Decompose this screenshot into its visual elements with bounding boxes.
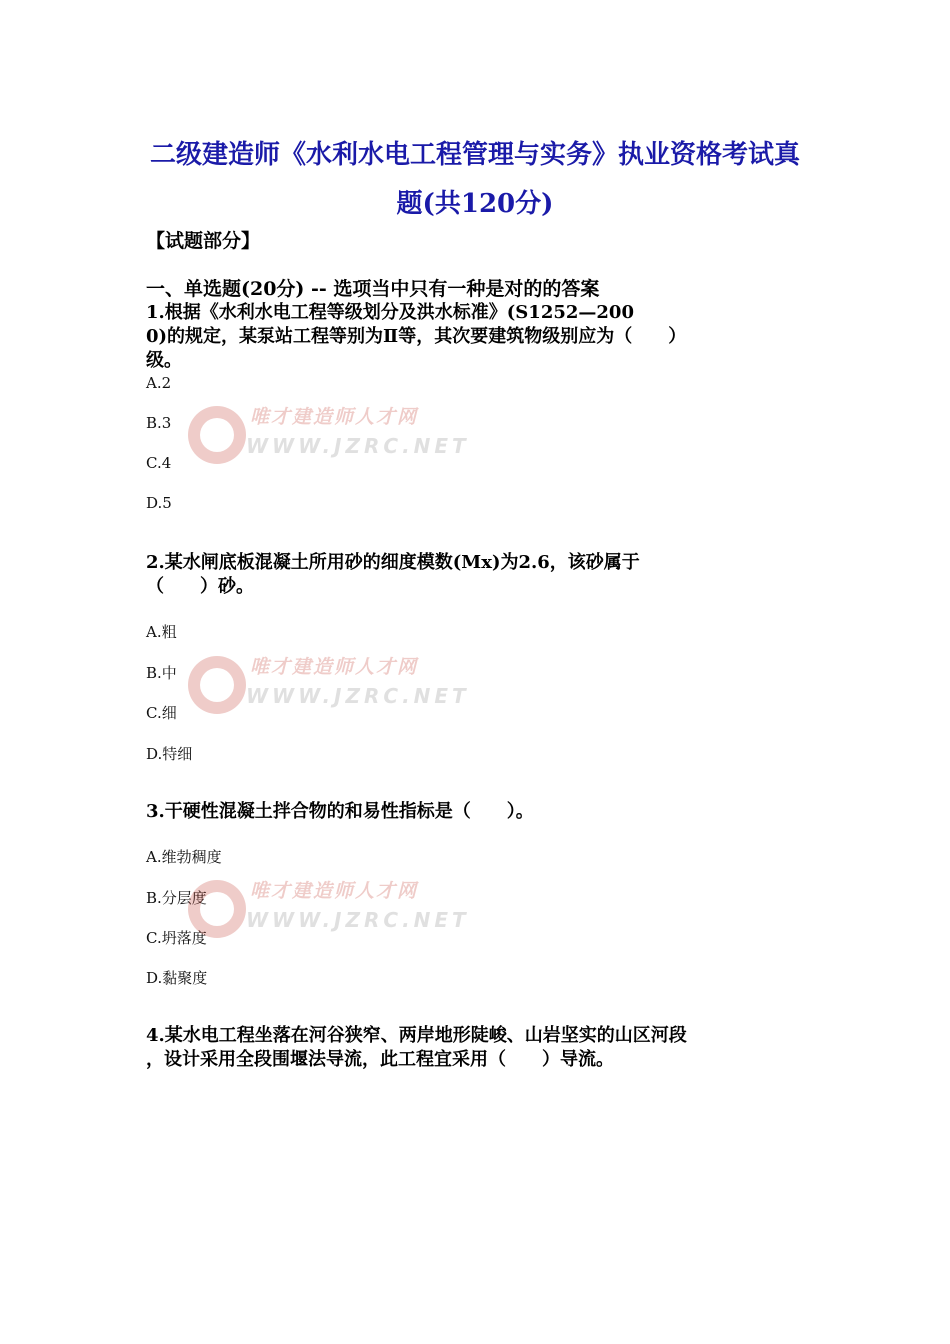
document-title-line2: 题(共120分)	[396, 189, 554, 219]
question-1-option-d: D.5	[146, 494, 172, 512]
question-1-option-b: B.3	[146, 414, 172, 432]
question-3-option-a: A.维勃稠度	[146, 848, 222, 866]
watermark-en-text: WWW.JZRC.NET	[246, 684, 470, 708]
question-3-option-d: D.黏聚度	[146, 969, 208, 987]
question-2-option-a: A.粗	[146, 623, 177, 641]
watermark	[188, 650, 470, 720]
watermark-cn-text: 唯才建造师人才网	[250, 406, 419, 428]
question-1-option-a: A.2	[146, 374, 172, 392]
question-1-line2: 0)的规定，某泵站工程等别为Ⅱ等，其次要建筑物级别应为（ ）	[146, 326, 687, 347]
watermark-logo-icon	[188, 656, 246, 714]
question-2-option-d: D.特细	[146, 745, 193, 763]
document-title-line1: 二级建造师《水利水电工程管理与实务》执业资格考试真	[149, 140, 800, 170]
watermark-en-text: WWW.JZRC.NET	[246, 908, 470, 932]
watermark-logo-icon	[188, 406, 246, 464]
question-2-line1: 2.某水闸底板混凝土所用砂的细度模数(Mx)为2.6，该砂属于	[146, 552, 640, 573]
question-1-option-c: C.4	[146, 454, 172, 472]
question-3-option-b: B.分层度	[146, 889, 207, 907]
watermark-cn-text: 唯才建造师人才网	[250, 656, 419, 678]
question-3-line1: 3.干硬性混凝土拌合物的和易性指标是（ ）。	[146, 801, 534, 822]
question-1-line1: 1.根据《水利水电工程等级划分及洪水标准》(S1252—200	[146, 302, 634, 323]
watermark	[188, 874, 470, 944]
question-2-option-c: C.细	[146, 704, 177, 722]
question-4-line1: 4.某水电工程坐落在河谷狭窄、两岸地形陡峻、山岩坚实的山区河段	[146, 1025, 687, 1046]
watermark	[188, 400, 470, 470]
part-heading: 【试题部分】	[146, 230, 261, 252]
section-heading-single-choice: 一、单选题(20分) -- 选项当中只有一种是对的的答案	[146, 278, 600, 300]
watermark-en-text: WWW.JZRC.NET	[246, 434, 470, 458]
question-2-option-b: B.中	[146, 664, 177, 682]
question-2-line2: （ ）砂。	[146, 576, 254, 597]
watermark-cn-text: 唯才建造师人才网	[250, 880, 419, 902]
question-1-line3: 级。	[146, 350, 182, 371]
question-3-option-c: C.坍落度	[146, 929, 207, 947]
question-4-line2: ，设计采用全段围堰法导流，此工程宜采用（ ）导流。	[146, 1049, 614, 1070]
